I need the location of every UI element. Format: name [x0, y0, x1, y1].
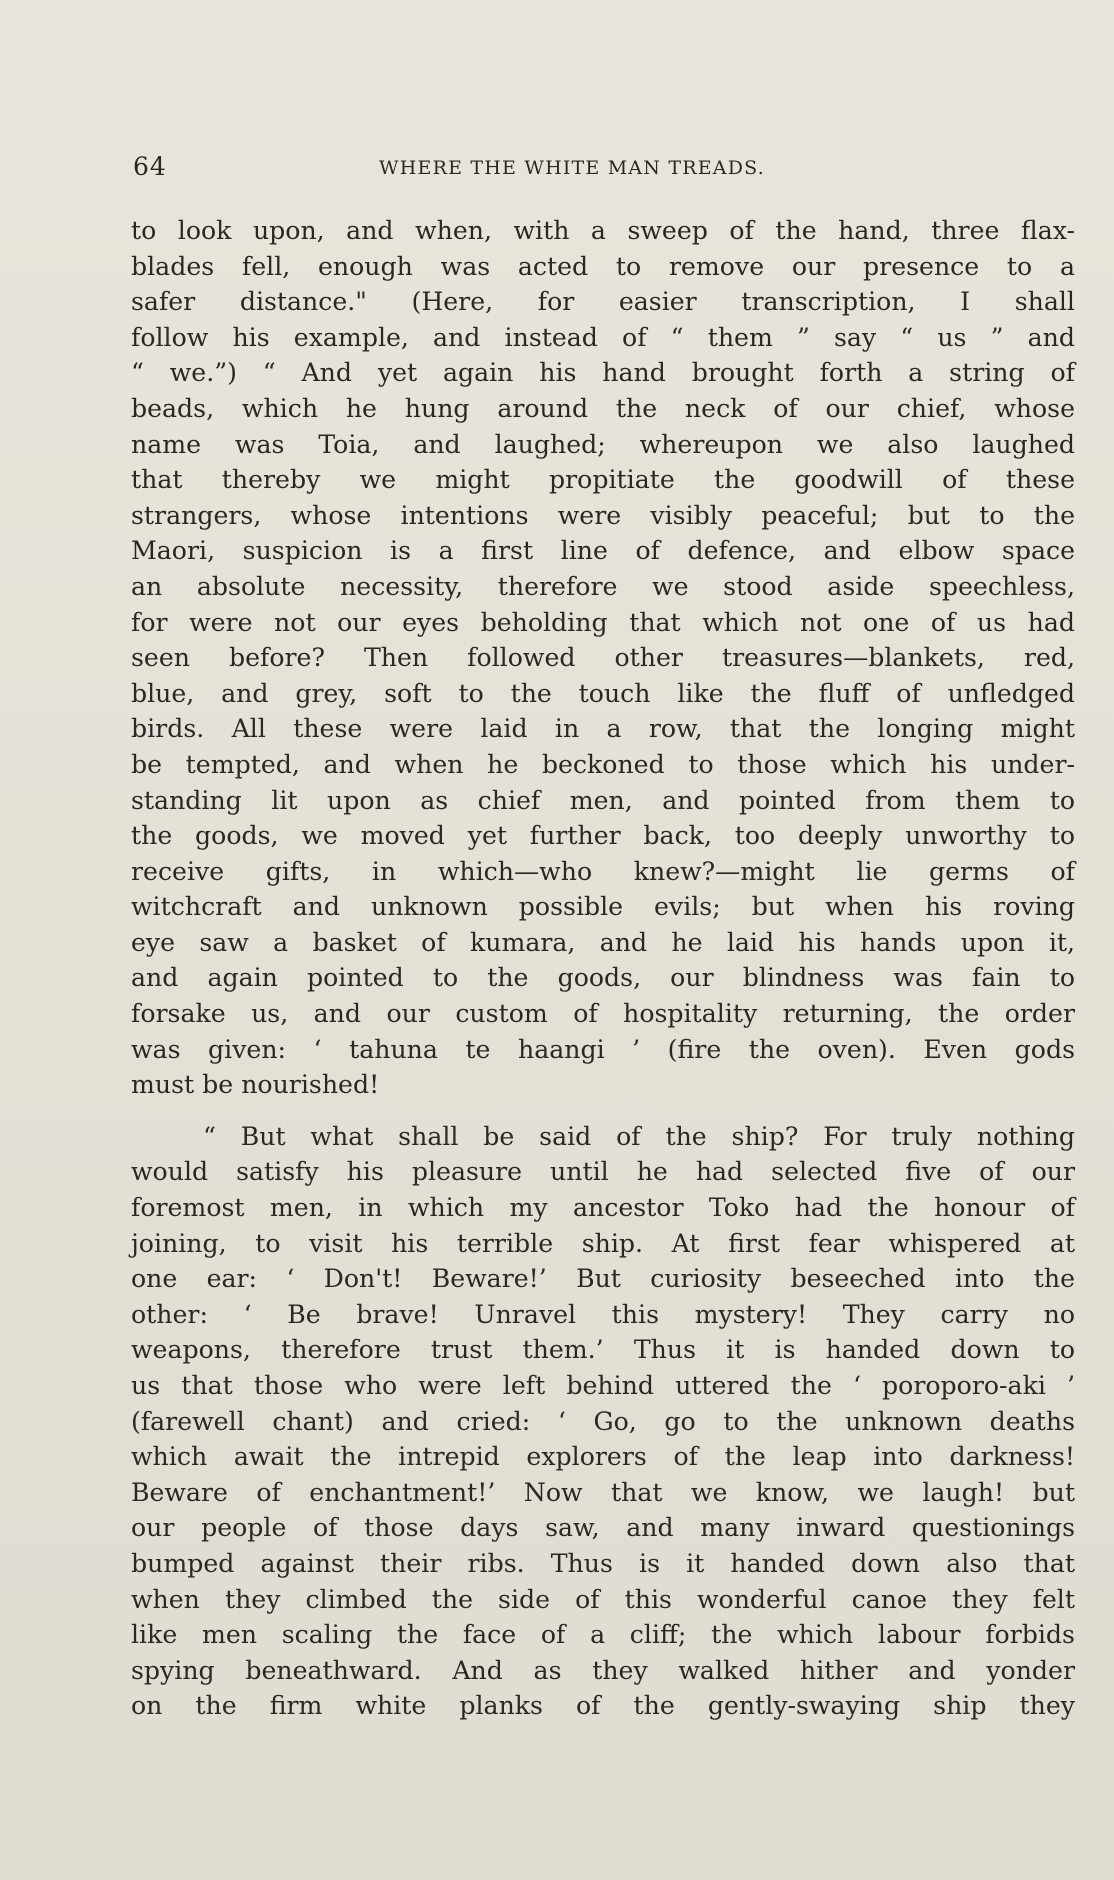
text-line: was given: ‘ tahuna te haangi ’ (fire the oven). Even gods — [131, 1034, 1075, 1064]
text-line: seen before? Then followed other treasures—blankets, red, — [131, 643, 1075, 673]
running-head — [133, 152, 1073, 188]
text-line: “ But what shall be said of the ship? For truly nothing — [203, 1121, 1075, 1151]
text-line: like men scaling the face of a cliff; the which labour forbids — [131, 1620, 1075, 1650]
text-line: our people of those days saw, and many inward questionings — [131, 1513, 1075, 1543]
text-line: birds. All these were laid in a row, that the longing might — [131, 714, 1075, 744]
text-line: forsake us, and our custom of hospitality returning, the order — [131, 999, 1075, 1029]
text-line: witchcraft and unknown possible evils; but when his roving — [131, 892, 1075, 922]
text-line: safer distance." (Here, for easier transcription, I shall — [131, 287, 1075, 317]
text-line: spying beneathward. And as they walked hither and yonder — [131, 1655, 1075, 1685]
text-line: which await the intrepid explorers of the leap into darkness! — [131, 1442, 1075, 1472]
text-line: an absolute necessity, therefore we stood aside speechless, — [131, 571, 1075, 601]
text-line: on the firm white planks of the gently-swaying ship they — [131, 1691, 1075, 1721]
running-title: WHERE THE WHITE MAN TREADS. — [379, 157, 765, 179]
text-line: “ we.”) “ And yet again his hand brought forth a string of — [131, 358, 1075, 388]
text-line: standing lit upon as chief men, and pointed from them to — [131, 785, 1075, 815]
paragraph-2 — [131, 1119, 1075, 1724]
text-line: strangers, whose intentions were visibly peaceful; but to the — [131, 500, 1075, 530]
text-line: that thereby we might propitiate the goodwill of these — [131, 465, 1075, 495]
text-line: Maori, suspicion is a first line of defence, and elbow space — [131, 536, 1075, 566]
text-line: (farewell chant) and cried: ‘ Go, go to the unknown deaths — [131, 1406, 1075, 1436]
text-line: one ear: ‘ Don't! Beware!’ But curiosity beseeched into the — [131, 1264, 1075, 1294]
text-line: bumped against their ribs. Thus is it handed down also that — [131, 1548, 1075, 1578]
body-text — [131, 213, 1075, 1724]
text-line: other: ‘ Be brave! Unravel this mystery! They carry no — [131, 1299, 1075, 1329]
text-line: Beware of enchantment!’ Now that we know, we laugh! but — [131, 1477, 1075, 1507]
text-line: beads, which he hung around the neck of our chief, whose — [131, 393, 1075, 423]
text-line: eye saw a basket of kumara, and he laid his hands upon it, — [131, 927, 1075, 957]
text-line: blades fell, enough was acted to remove our presence to a — [131, 251, 1075, 281]
text-line: blue, and grey, soft to the touch like the fluff of unfledged — [131, 678, 1075, 708]
text-line: and again pointed to the goods, our blindness was fain to — [131, 963, 1075, 993]
page-number: 64 — [133, 152, 167, 181]
text-line: to look upon, and when, with a sweep of the hand, three flax- — [131, 216, 1075, 245]
text-line: when they climbed the side of this wonderful canoe they felt — [131, 1584, 1075, 1614]
text-line: us that those who were left behind uttered the ‘ poroporo-aki ’ — [131, 1371, 1075, 1400]
text-line: joining, to visit his terrible ship. At first fear whispered at — [131, 1228, 1075, 1258]
text-line: weapons, therefore trust them.’ Thus it is handed down to — [131, 1335, 1075, 1365]
text-line: receive gifts, in which—who knew?—might lie germs of — [131, 856, 1075, 886]
text-line: follow his example, and instead of “ them ” say “ us ” and — [131, 322, 1075, 352]
text-line: would satisfy his pleasure until he had selected five of our — [131, 1157, 1075, 1187]
text-line: must be nourished! — [131, 1070, 380, 1100]
paragraph-1 — [131, 213, 1075, 1103]
text-line: for were not our eyes beholding that which not one of us had — [131, 607, 1075, 637]
text-line: foremost men, in which my ancestor Toko had the honour of — [131, 1193, 1075, 1223]
text-line: be tempted, and when he beckoned to those which his under- — [131, 749, 1075, 779]
text-line: the goods, we moved yet further back, too deeply unworthy to — [131, 821, 1075, 851]
text-line: name was Toia, and laughed; whereupon we also laughed — [131, 429, 1075, 459]
